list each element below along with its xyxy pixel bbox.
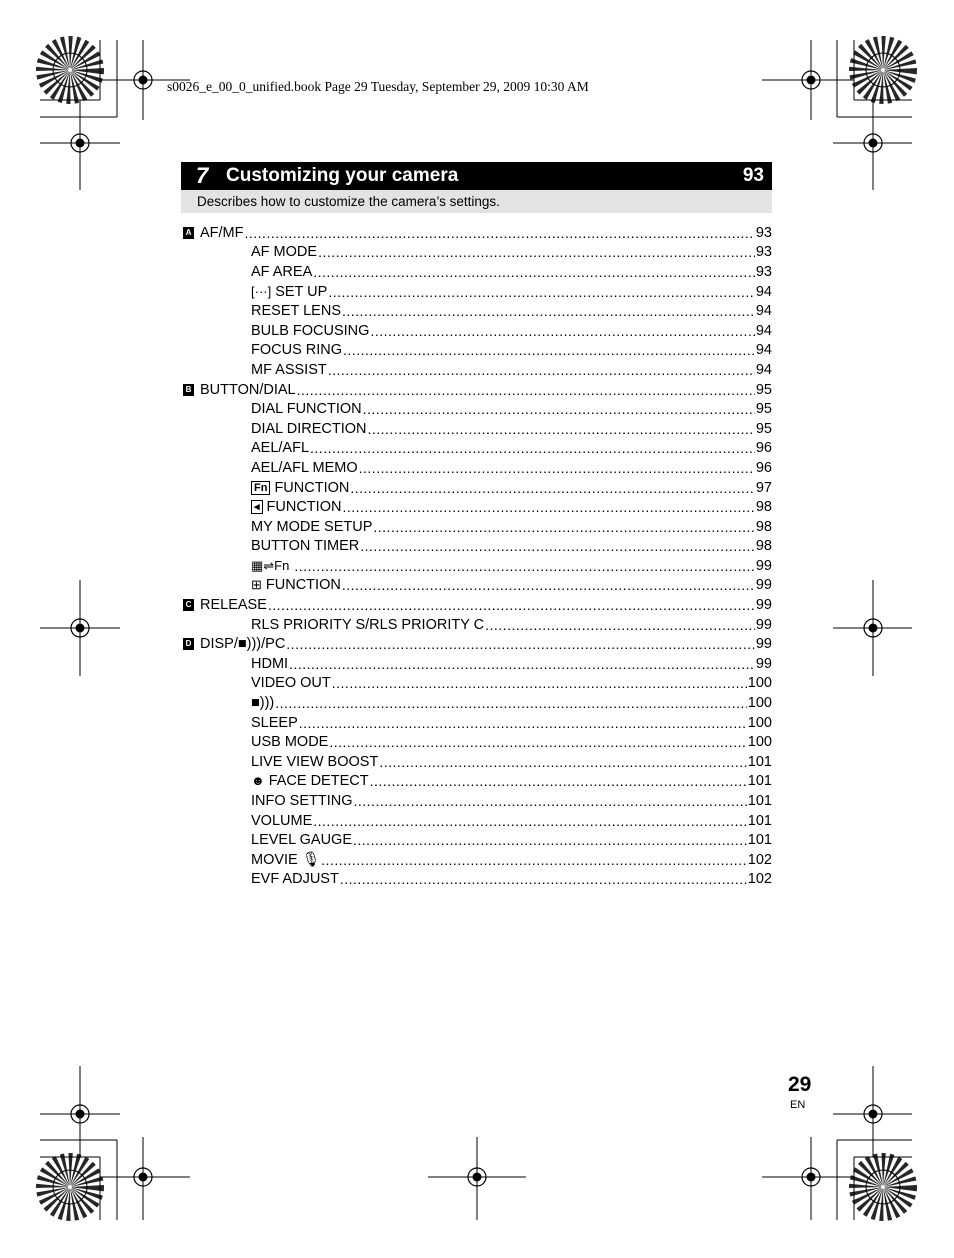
toc-page-number: 100	[747, 714, 772, 731]
toc-glyph-icon: ⊞	[251, 577, 262, 593]
toc-page-number: 94	[755, 303, 772, 320]
toc-entry-row[interactable]	[181, 301, 772, 321]
toc-entry-row[interactable]	[181, 791, 772, 811]
toc-leader-dots	[485, 617, 755, 633]
toc-page-number: 99	[755, 557, 772, 574]
chapter-title: Customizing your camera	[226, 165, 459, 186]
toc-label: AEL/AFL	[251, 440, 310, 457]
toc-entry-row[interactable]	[181, 262, 772, 282]
toc-leader-dots	[332, 675, 747, 691]
toc-leader-dots	[353, 832, 747, 848]
toc-entry-row[interactable]	[181, 870, 772, 890]
toc-page-number: 101	[747, 793, 772, 810]
toc-label: LIVE VIEW BOOST	[251, 753, 379, 770]
toc-entry-row[interactable]	[181, 243, 772, 263]
toc-leader-dots	[297, 382, 755, 398]
toc-leader-dots	[268, 597, 755, 613]
toc-leader-dots	[275, 695, 747, 711]
toc-entry-row[interactable]	[181, 713, 772, 733]
toc-section-row[interactable]	[181, 634, 772, 654]
toc-page-number: 95	[755, 401, 772, 418]
toc-label: AF/MF	[200, 224, 244, 241]
toc-label: MF ASSIST	[251, 361, 327, 378]
toc-page-number: 102	[747, 871, 772, 888]
toc-leader-dots	[342, 499, 754, 515]
toc-label: RESET LENS	[251, 303, 341, 320]
toc-leader-dots	[350, 480, 754, 496]
toc-leader-dots	[286, 636, 755, 652]
toc-entry-row[interactable]	[181, 772, 772, 792]
toc-label: EVF ADJUST	[251, 871, 339, 888]
toc-label: FUNCTION	[265, 577, 341, 594]
toc-label: BUTTON/DIAL	[200, 381, 296, 398]
toc-leader-dots	[328, 284, 755, 300]
toc-page-number: 94	[755, 283, 772, 300]
toc-entry-row[interactable]	[181, 850, 772, 870]
toc-page-number: 100	[747, 734, 772, 751]
toc-leader-dots	[379, 754, 746, 770]
toc-label: AF AREA	[251, 263, 313, 280]
toc-leader-dots	[299, 715, 747, 731]
toc-leader-dots	[359, 460, 755, 476]
chapter-description: Describes how to customize the camera’s settings.	[181, 190, 772, 213]
toc-entry-row[interactable]	[181, 830, 772, 850]
toc-leader-dots	[373, 519, 754, 535]
toc-leader-dots	[245, 225, 755, 241]
toc-glyph-icon: ◂	[251, 500, 263, 514]
toc-entry-row[interactable]	[181, 282, 772, 302]
toc-page-number: 101	[747, 753, 772, 770]
toc-entry-row[interactable]	[181, 752, 772, 772]
toc-label: DIAL DIRECTION	[251, 420, 367, 437]
toc-entry-row[interactable]	[181, 439, 772, 459]
toc-page-number: 101	[747, 773, 772, 790]
toc-section-row[interactable]	[181, 595, 772, 615]
toc-glyph-icon: ☻	[251, 773, 265, 789]
toc-label: MY MODE SETUP	[251, 518, 373, 535]
toc-label: BULB FOCUSING	[251, 322, 370, 339]
toc-entry-row[interactable]	[181, 615, 772, 635]
toc-label: FACE DETECT	[268, 773, 369, 790]
toc-section-row[interactable]	[181, 223, 772, 243]
toc-page-number: 93	[755, 244, 772, 261]
toc-leader-dots	[342, 303, 755, 319]
toc-label: FUNCTION	[266, 499, 342, 516]
toc-leader-dots	[313, 264, 755, 280]
toc-leader-dots	[342, 577, 755, 593]
chapter-page: 93	[742, 165, 764, 186]
toc-page-number: 94	[755, 342, 772, 359]
toc-entry-row[interactable]	[181, 360, 772, 380]
toc-page-number: 99	[755, 597, 772, 614]
toc-entry-row[interactable]	[181, 693, 772, 713]
toc-entry-row[interactable]	[181, 341, 772, 361]
toc-label: SLEEP	[251, 714, 298, 731]
toc-leader-dots	[370, 323, 754, 339]
toc-leader-dots	[363, 401, 755, 417]
toc-label: FOCUS RING	[251, 342, 343, 359]
table-of-contents	[181, 223, 772, 889]
toc-leader-dots	[343, 342, 755, 358]
toc-page-number: 96	[755, 440, 772, 457]
chapter-header	[181, 162, 772, 190]
toc-page-number: 94	[755, 322, 772, 339]
toc-label: RLS PRIORITY S/RLS PRIORITY C	[251, 616, 485, 633]
toc-leader-dots	[360, 538, 755, 554]
toc-glyph-icon: Fn	[251, 481, 270, 495]
toc-label: BUTTON TIMER	[251, 538, 360, 555]
toc-page-number: 93	[755, 263, 772, 280]
toc-page-number: 100	[747, 675, 772, 692]
toc-label: VOLUME	[251, 812, 313, 829]
toc-page-number: 98	[755, 538, 772, 555]
toc-entry-row[interactable]	[181, 419, 772, 439]
toc-page-number: 93	[755, 224, 772, 241]
toc-entry-row[interactable]	[181, 576, 772, 596]
toc-leader-dots	[313, 813, 747, 829]
toc-page-number: 102	[747, 851, 772, 868]
toc-page-number: 99	[755, 616, 772, 633]
toc-leader-dots	[289, 656, 755, 672]
toc-page-number: 95	[755, 420, 772, 437]
book-header-line: s0026_e_00_0_unified.book Page 29 Tuesday, September 29, 2009 10:30 AM	[167, 79, 589, 94]
custom-menu-icon: D	[183, 638, 194, 650]
toc-section-row[interactable]	[181, 380, 772, 400]
toc-leader-dots	[294, 558, 755, 574]
toc-page-number: 99	[755, 577, 772, 594]
toc-leader-dots	[340, 871, 747, 887]
toc-label: MOVIE 🎙	[251, 852, 321, 869]
language-code: EN	[790, 1099, 806, 1111]
toc-label: DIAL FUNCTION	[251, 401, 362, 418]
toc-label: HDMI	[251, 655, 289, 672]
toc-label: VIDEO OUT	[251, 675, 331, 692]
toc-entry-row[interactable]	[181, 321, 772, 341]
page-number: 29	[788, 1073, 812, 1096]
toc-page-number: 97	[755, 479, 772, 496]
toc-page-number: 96	[755, 459, 772, 476]
toc-entry-row[interactable]	[181, 674, 772, 694]
toc-leader-dots	[329, 734, 746, 750]
toc-leader-dots	[310, 440, 755, 456]
toc-page-number: 94	[755, 361, 772, 378]
toc-page-number: 101	[747, 832, 772, 849]
toc-page-number: 98	[755, 499, 772, 516]
toc-label: AF MODE	[251, 244, 318, 261]
toc-entry-row[interactable]	[181, 654, 772, 674]
toc-leader-dots	[354, 793, 747, 809]
toc-leader-dots	[328, 362, 755, 378]
toc-entry-row[interactable]	[181, 517, 772, 537]
toc-leader-dots	[318, 244, 755, 260]
custom-menu-icon: C	[183, 599, 194, 611]
toc-entry-row[interactable]	[181, 537, 772, 557]
toc-leader-dots	[370, 773, 747, 789]
toc-entry-row[interactable]	[181, 399, 772, 419]
toc-entry-row[interactable]	[181, 458, 772, 478]
custom-menu-icon: B	[183, 384, 194, 396]
toc-page-number: 101	[747, 812, 772, 829]
toc-label: AEL/AFL MEMO	[251, 459, 358, 476]
toc-label: INFO SETTING	[251, 793, 353, 810]
toc-entry-row[interactable]	[181, 478, 772, 498]
toc-entry-row[interactable]	[181, 732, 772, 752]
toc-page-number: 99	[755, 636, 772, 653]
chapter-number: 7	[196, 163, 209, 188]
toc-label: LEVEL GAUGE	[251, 832, 353, 849]
toc-leader-dots	[367, 421, 754, 437]
toc-entry-row[interactable]	[181, 497, 772, 517]
custom-menu-icon: A	[183, 227, 194, 239]
toc-entry-row[interactable]	[181, 811, 772, 831]
toc-label: SET UP	[275, 283, 328, 300]
toc-page-number: 95	[755, 381, 772, 398]
toc-glyph-icon: ▦⇌Fn	[251, 557, 290, 573]
toc-page-number: 99	[755, 655, 772, 672]
toc-label: ■)))	[251, 695, 275, 712]
toc-label: RELEASE	[200, 597, 267, 614]
toc-page-number: 98	[755, 518, 772, 535]
toc-entry-row[interactable]	[181, 556, 772, 576]
toc-label: FUNCTION	[274, 479, 350, 496]
toc-leader-dots	[321, 852, 747, 868]
toc-page-number: 100	[747, 695, 772, 712]
toc-label: DISP/■)))/PC	[200, 636, 286, 653]
toc-label: USB MODE	[251, 734, 329, 751]
toc-glyph-icon: [···]	[251, 283, 272, 299]
